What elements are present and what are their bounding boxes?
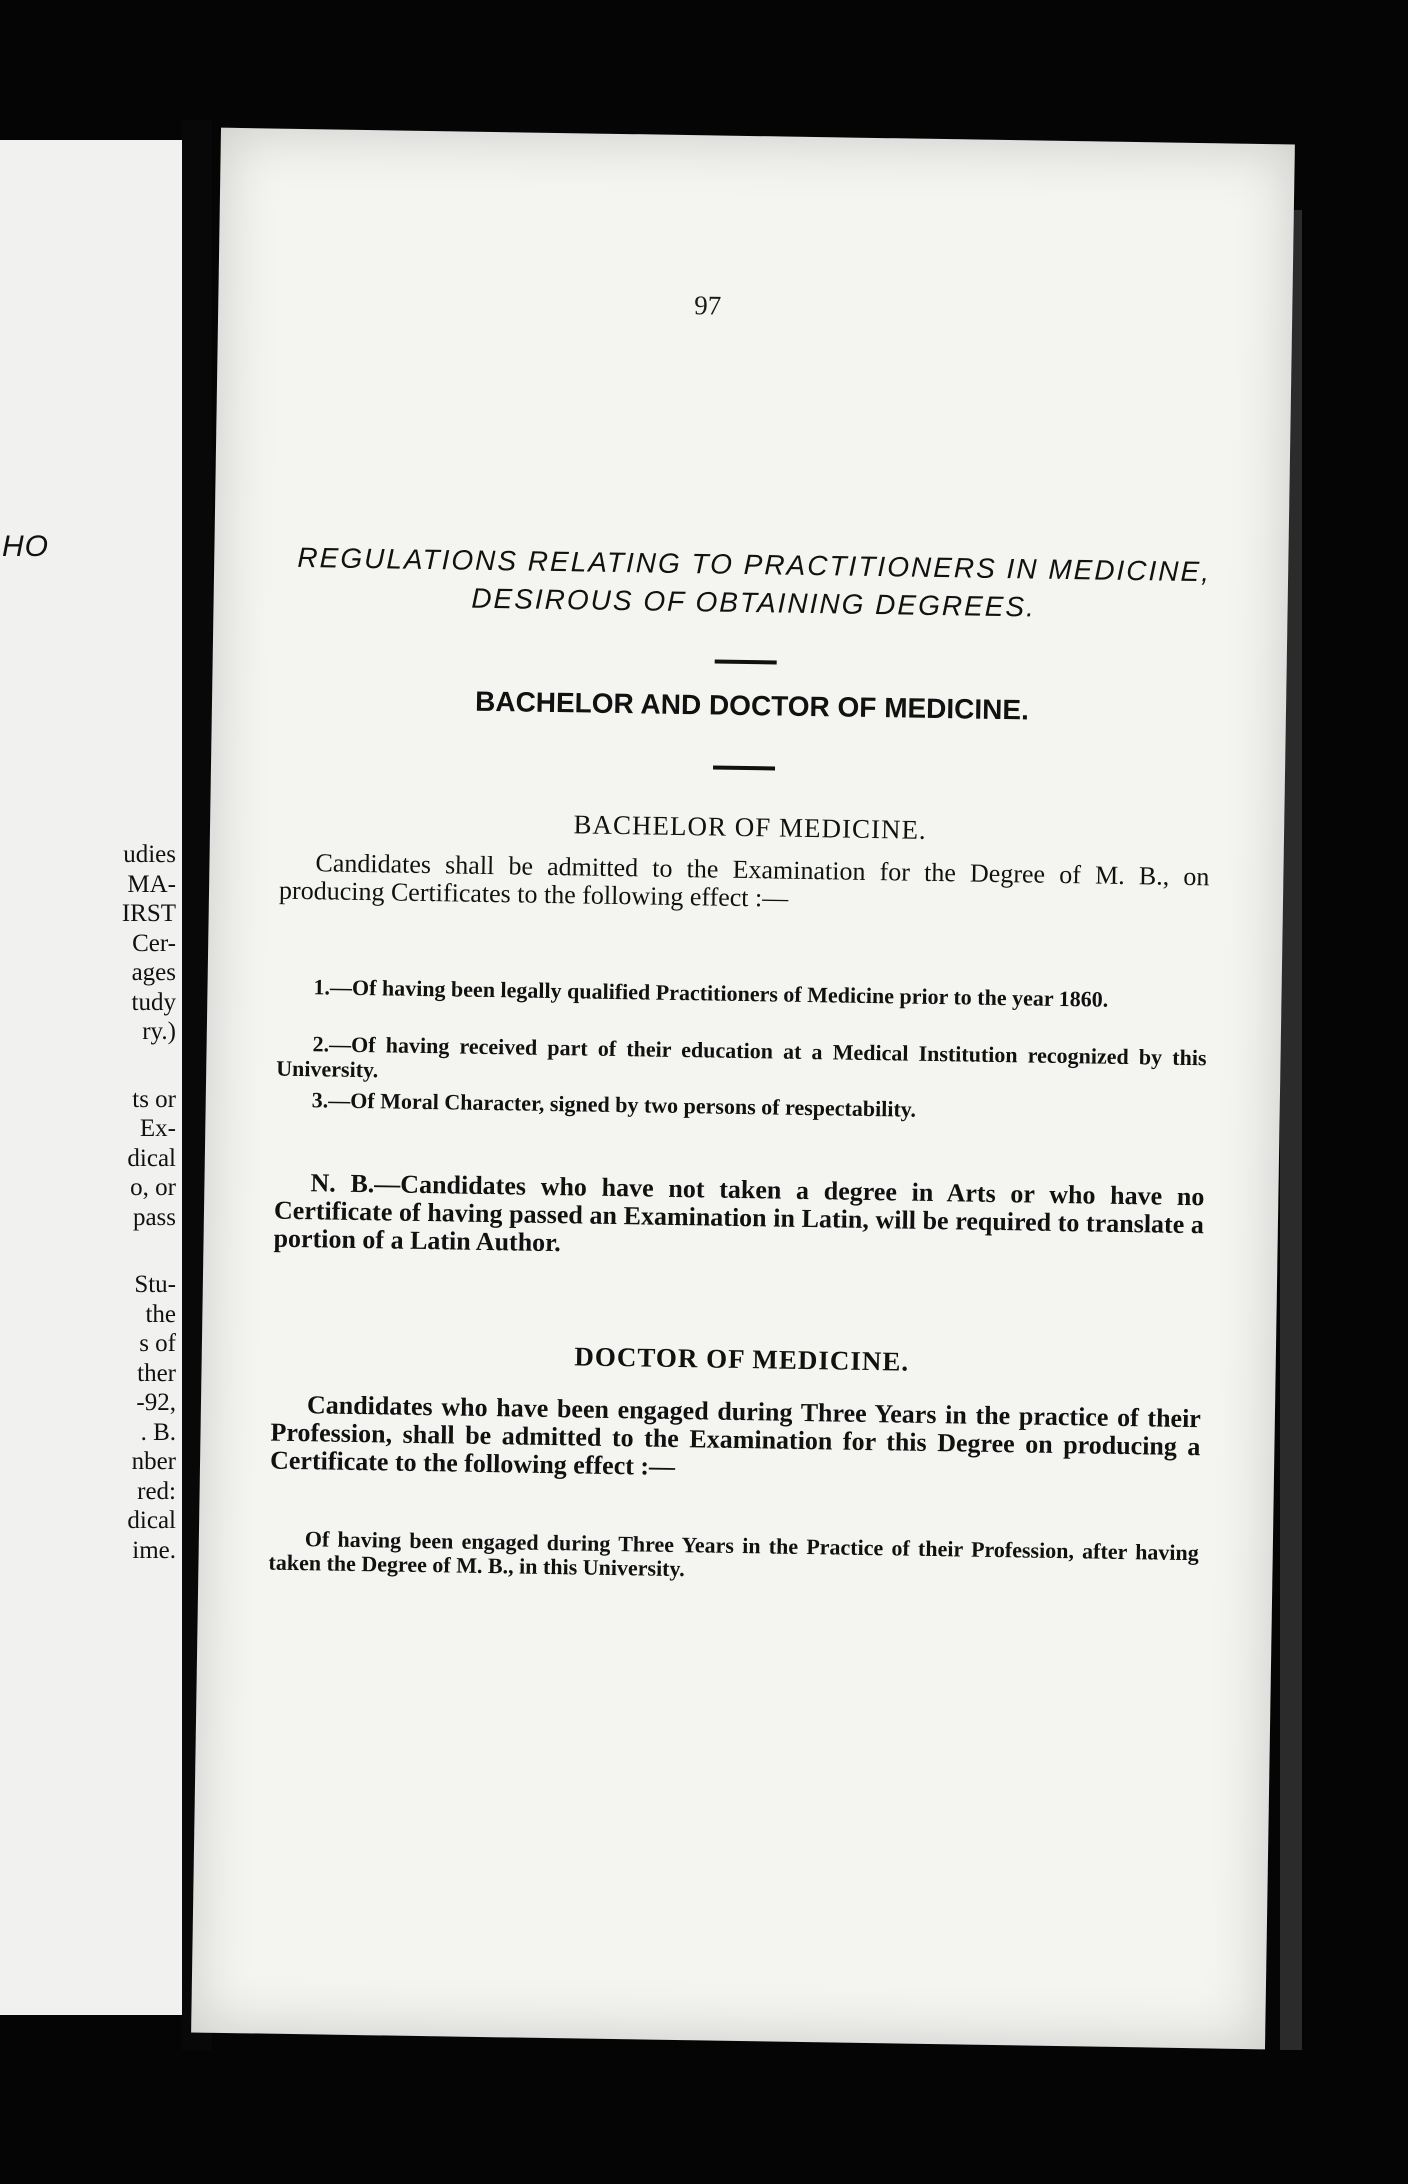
doctor-heading: DOCTOR OF MEDICINE. xyxy=(574,1341,910,1377)
page-title: REGULATIONS RELATING TO PRACTITIONERS IN MEDICINE, DESIROUS OF OBTAINING DEGREES. xyxy=(297,541,1212,623)
fragment-line: IRST xyxy=(121,900,176,927)
fragment-line: tudy xyxy=(131,988,176,1016)
fragment-line: ages xyxy=(131,959,176,986)
note-paragraph: N. B.—Candidates who have not taken a degree in Arts or who have no Certificate of having passed an Examination in Latin, will be required to translate a portion of a Latin Author. xyxy=(273,1168,1205,1258)
fragment-line: MA- xyxy=(127,870,176,898)
fragment-line: . B. xyxy=(140,1418,176,1446)
fragment-line: nber xyxy=(131,1448,176,1475)
previous-page-fragment xyxy=(0,140,182,2015)
fragment-line: udies xyxy=(123,841,176,868)
fragment-line: ry.) xyxy=(142,1018,176,1045)
fragment-line: ts or xyxy=(132,1085,176,1113)
fragment-line: ime. xyxy=(132,1536,176,1564)
section-title: BACHELOR AND DOCTOR OF MEDICINE. xyxy=(474,685,1030,726)
previous-page-heading-fragment: HO xyxy=(2,530,49,563)
fragment-line: s of xyxy=(139,1330,176,1357)
document-page xyxy=(191,128,1295,2050)
fragment-line: dical xyxy=(127,1144,176,1172)
requirement-item-2: 2.—Of having received part of their education at a Medical Institution recognized by this University. xyxy=(276,1031,1207,1083)
fragment-line: dical xyxy=(127,1507,176,1534)
fragment-line: pass xyxy=(132,1203,176,1231)
fragment-line: -92, xyxy=(136,1389,176,1416)
fragment-line: Cer- xyxy=(132,929,176,957)
doctor-requirement-paragraph: Of having been engaged during Three Years in the Practice of their Profession, after having taken the Degree of M. B., in this University. xyxy=(268,1526,1199,1582)
page-number: 97 xyxy=(694,290,722,321)
divider-rule xyxy=(713,765,775,770)
fragment-line: the xyxy=(145,1300,176,1328)
fragment-line: Stu- xyxy=(134,1271,176,1298)
fragment-line: red: xyxy=(137,1477,176,1505)
doctor-intro-paragraph: Candidates who have been engaged during Three Years in the practice of their Profession, shall be admitted to the Examination for this Degree on producing a Certificate to the following effect :— xyxy=(269,1390,1202,1481)
bachelor-heading: BACHELOR OF MEDICINE. xyxy=(573,809,927,845)
bachelor-intro-paragraph: Candidates shall be admitted to the Examination for the Degree of M. B., on producing Certificates to the following effect :— xyxy=(278,848,1210,913)
fragment-line: Ex- xyxy=(139,1115,176,1142)
divider-rule xyxy=(715,660,777,665)
fragment-line: ther xyxy=(137,1359,176,1387)
previous-page-text-fragment xyxy=(0,840,176,1565)
requirement-item-1: 1.—Of having been legally qualified Practitioners of Medicine prior to the year 1860. xyxy=(313,974,1109,1012)
requirement-item-3: 3.—Of Moral Character, signed by two persons of respectability. xyxy=(311,1087,917,1122)
fragment-line: o, or xyxy=(130,1174,176,1201)
